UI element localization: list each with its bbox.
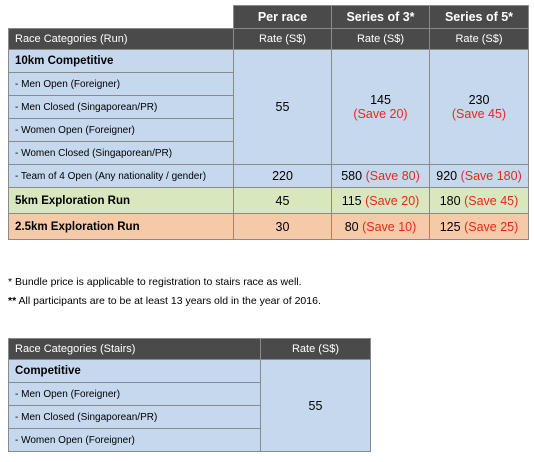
exploration-5km-row [9, 188, 529, 214]
team-series5-save: (Save 180) [460, 169, 522, 183]
age-note-prefix: ** [8, 295, 17, 307]
header-series-5: Series of 5* [430, 6, 529, 29]
exploration-5km-series3-value: 115 [341, 193, 362, 208]
exploration-2-5km-series3-save: (Save 10) [362, 219, 417, 234]
exploration-2-5km-row [9, 214, 529, 240]
exploration-5km-series5-save: (Save 45) [464, 193, 519, 208]
competitive-series3-save: (Save 20) [353, 107, 408, 121]
team-per-race-value: 220 [234, 165, 332, 188]
stairs-rate-value: 55 [261, 360, 371, 452]
exploration-2-5km-series5-value: 125 [439, 219, 461, 234]
stairs-pricing-table [8, 338, 371, 452]
header-blank-cell [9, 6, 234, 29]
competitive-series3-value: 145 [370, 93, 391, 107]
category-women-open: - Women Open (Foreigner) [9, 119, 234, 142]
team-series5-value: 920 [436, 169, 458, 183]
competitive-series5-save: (Save 45) [451, 107, 507, 121]
team-row [9, 165, 529, 188]
exploration-2-5km-label: 2.5km Exploration Run [9, 214, 234, 240]
category-men-open: - Men Open (Foreigner) [9, 73, 234, 96]
team-series3-cell [332, 165, 430, 188]
run-table-top-header [9, 6, 529, 29]
header-series-3: Series of 3* [332, 6, 430, 29]
run-pricing-table [8, 5, 529, 240]
exploration-2-5km-series3-cell [332, 214, 430, 240]
team-series3-save: (Save 80) [365, 169, 420, 183]
header-per-race: Per race [234, 6, 332, 29]
team-series5-cell [430, 165, 529, 188]
competitive-series5-value: 230 [468, 93, 490, 107]
stairs-women-open: - Women Open (Foreigner) [9, 429, 261, 452]
exploration-2-5km-series3-value: 80 [344, 219, 359, 234]
stairs-competitive-label: Competitive [9, 360, 261, 383]
exploration-5km-per-race: 45 [234, 188, 332, 214]
category-men-closed: - Men Closed (Singaporean/PR) [9, 96, 234, 119]
run-table-sub-header [9, 29, 529, 50]
exploration-5km-label: 5km Exploration Run [9, 188, 234, 214]
category-team-of-4: - Team of 4 Open (Any nationality / gender) [9, 165, 234, 188]
stairs-men-closed: - Men Closed (Singaporean/PR) [9, 406, 261, 429]
exploration-2-5km-per-race: 30 [234, 214, 332, 240]
stairs-competitive-row [9, 360, 371, 383]
competitive-series5-cell [430, 50, 529, 165]
stairs-table-header [9, 339, 371, 360]
stairs-men-open: - Men Open (Foreigner) [9, 383, 261, 406]
exploration-5km-series3-save: (Save 20) [365, 193, 420, 208]
exploration-2-5km-series5-cell [430, 214, 529, 240]
rate-label-series-3: Rate (S$) [332, 29, 430, 50]
stairs-rate-label: Rate (S$) [261, 339, 371, 360]
exploration-5km-series5-cell [430, 188, 529, 214]
exploration-5km-series3-cell [332, 188, 430, 214]
race-categories-run-label: Race Categories (Run) [9, 29, 234, 50]
rate-label-per-race: Rate (S$) [234, 29, 332, 50]
competitive-10km-label: 10km Competitive [9, 50, 234, 73]
competitive-title-row [9, 50, 529, 73]
age-requirement-note [8, 295, 321, 307]
race-categories-stairs-label: Race Categories (Stairs) [9, 339, 261, 360]
category-women-closed: - Women Closed (Singaporean/PR) [9, 142, 234, 165]
rate-label-series-5: Rate (S$) [430, 29, 529, 50]
competitive-per-race-value: 55 [234, 50, 332, 165]
exploration-2-5km-series5-save: (Save 25) [464, 219, 519, 234]
bundle-price-note: * Bundle price is applicable to registration to stairs race as well. [8, 276, 302, 288]
competitive-series3-cell [332, 50, 430, 165]
age-note-text: All participants are to be at least 13 years old in the year of 2016. [16, 295, 321, 307]
exploration-5km-series5-value: 180 [439, 193, 461, 208]
team-series3-value: 580 [341, 169, 363, 183]
